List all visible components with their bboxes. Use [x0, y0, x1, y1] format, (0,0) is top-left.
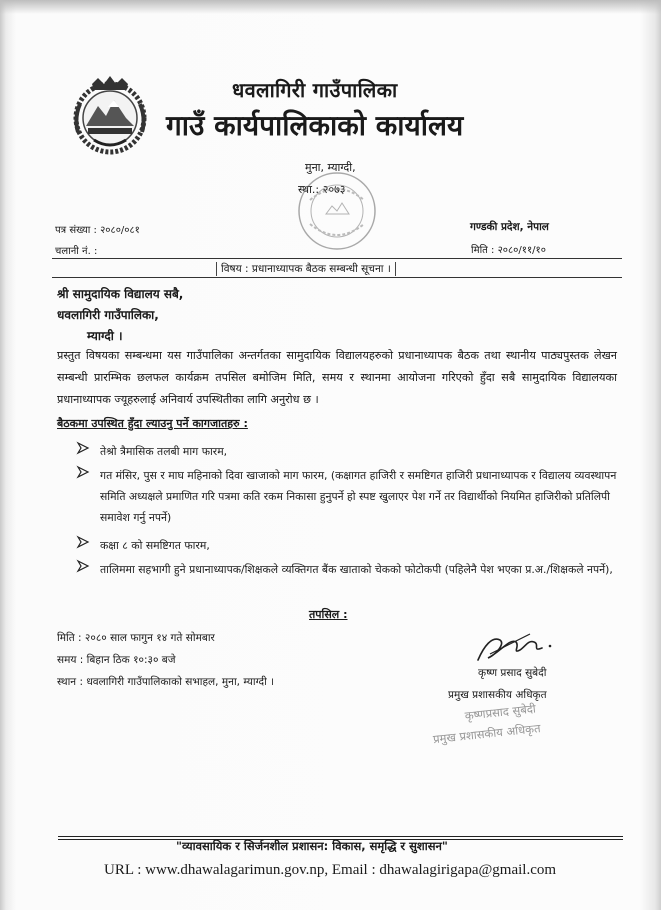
- meeting-time: समय : बिहान ठिक १०:३० बजे: [57, 654, 176, 666]
- list-item: [76, 441, 621, 462]
- nepal-emblem-icon: [68, 74, 152, 158]
- recipient-line-2: धवलागिरी गाउँपालिका,: [57, 308, 159, 322]
- scan-shadow: [0, 0, 661, 14]
- signer-title: प्रमुख प्रशासकीय अधिकृत: [448, 689, 547, 701]
- handwritten-signature-icon: [470, 626, 560, 666]
- body-paragraph: प्रस्तुत विषयका सम्बन्धमा यस गाउँपालिका अन्तर्गतका सामुदायिक विद्यालयहरुको प्रधानाध्यापक बैठक तथा स्थानीय पाठ्यपुस्तक लेखन सम्बन्धी प्रारम्भिक छलफल कार्यक्रम तपसिल बमोजिम मिति, समय र स्थानमा आयोजना गरिएको हुँदा सबै सामुदायिक विद्यालयका प्रधानाध्यापक ज्यूहरुलाई अनिवार्य उपस्थितीका लागि अनुरोध छ ।: [57, 349, 617, 406]
- letter-date: मिति : २०८०/११/१०: [471, 245, 546, 256]
- designation-stamp: [430, 694, 594, 756]
- list-item-text: तेश्रो त्रैमासिक तलबी माग फारम,: [100, 445, 228, 458]
- recipient-line-3: म्याग्दी ।: [87, 329, 123, 343]
- list-item-text: तालिममा सहभागी हुने प्रधानाध्यापक/शिक्षकले व्यक्तिगत बैंक खाताको चेकको फोटोकपी (पहिलेनै पेश भएका प्र.अ./शिक्षकले नपर्ने),: [100, 563, 613, 576]
- meeting-venue: स्थान : धवलागिरी गाउँपालिकाको सभाहल, मुना, म्याग्दी ।: [57, 676, 275, 688]
- documents-heading: बैठकमा उपस्थित हुँदा ल्याउनु पर्ने कागजातहरु :: [57, 417, 248, 430]
- recipient-line-1: श्री सामुदायिक विद्यालय सबै,: [57, 287, 184, 301]
- footer-motto: "व्यावसायिक र सिर्जनशील प्रशासन: विकास, समृद्धि र सुशासन": [176, 839, 448, 853]
- details-heading: तपसिल :: [309, 608, 348, 621]
- stamp-title: प्रमुख प्रशासकीय अधिकृत: [432, 721, 542, 747]
- arrow-bullet-icon: [76, 559, 90, 573]
- subject-rule-top: [52, 258, 622, 259]
- reference-number: पत्र संख्या : २०८०/०८१: [55, 225, 140, 236]
- footer-rule-1: [58, 836, 623, 837]
- office-seal-stamp-icon: [296, 170, 378, 252]
- stamp-name: कृष्णप्रसाद सुबेदी: [464, 701, 537, 723]
- subject-rule-bottom: [52, 277, 622, 278]
- despatch-number: चलानी नं. :: [55, 246, 98, 257]
- province: गण्डकी प्रदेश, नेपाल: [470, 221, 549, 233]
- meeting-date: मिति : २०८० साल फागुन १४ गते सोमबार: [57, 632, 215, 644]
- list-item-text: गत मंसिर, पुस र माघ महिनाको दिवा खाजाको माग फारम, (कक्षागत हाजिरी र समष्टिगत हाजिरी प्रधानाध्यापक र विद्यालय व्यवस्थापन समिति अध्यक्षले प्रमाणित गरि पत्रमा कति रकम निकासा हुनुपर्ने हो स्पष्ट खुलाएर पेश गर्ने तर विद्यार्थीको नियमित हाजिरीको प्रतिलिपी समावेश गर्नु नपर्ने): [100, 469, 617, 524]
- arrow-bullet-icon: [76, 441, 90, 455]
- subject-line: विषय : प्रधानाध्यापक बैठक सम्बन्धी सूचना ।: [216, 262, 396, 276]
- org-name: धवलागिरी गाउँपालिका: [232, 78, 398, 102]
- address-line-1: मुना, म्याग्दी,: [305, 161, 356, 174]
- address-line-2: स्था.: २०७३: [298, 183, 346, 196]
- signer-name: कृष्ण प्रसाद सुबेदी: [478, 667, 547, 679]
- office-name: गाउँ कार्यपालिकाको कार्यालय: [166, 109, 464, 142]
- footer-contact: URL : www.dhawalagarimun.gov.np, Email : dhawalagirigapa@gmail.com: [104, 862, 557, 878]
- list-item: [76, 535, 621, 556]
- arrow-bullet-icon: [76, 465, 90, 479]
- list-item: [76, 465, 621, 528]
- list-item: [76, 559, 621, 580]
- arrow-bullet-icon: [76, 535, 90, 549]
- list-item-text: कक्षा ८ को समष्टिगत फारम,: [100, 539, 210, 552]
